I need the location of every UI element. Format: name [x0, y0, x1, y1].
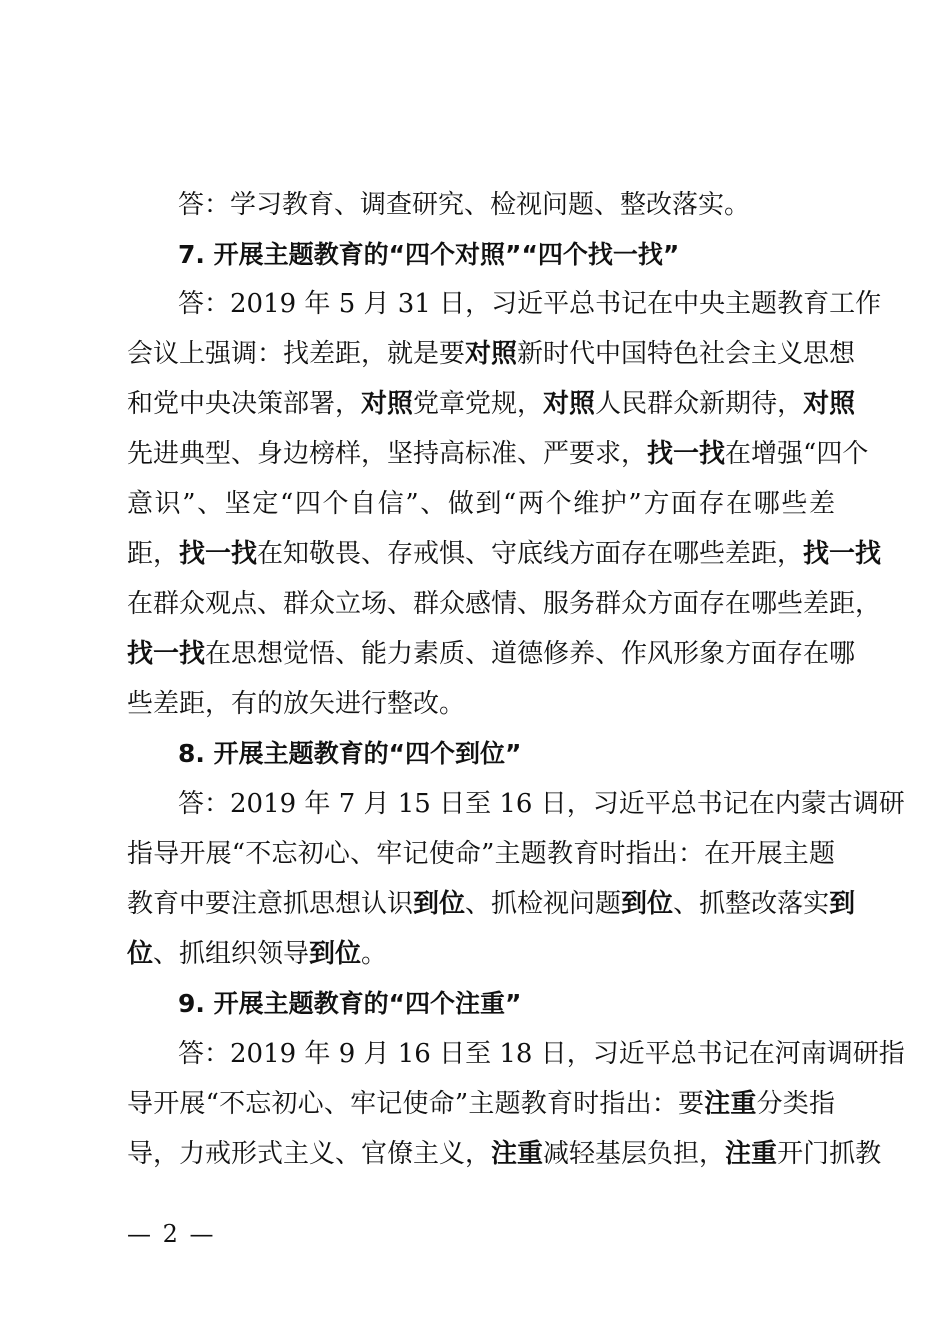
body-text: 、抓整改落实 — [673, 889, 830, 919]
body-text: 答：2019 年 5 月 31 日，习近平总书记在中央主题教育工作 — [178, 289, 882, 319]
body-text: 人民群众新期待， — [595, 389, 804, 419]
body-text: 在群众观点、群众立场、群众感情、服务群众方面存在哪些差距， — [127, 589, 882, 619]
emphasis-text: 到位 — [621, 889, 674, 919]
q7-answer-line-7 — [127, 587, 882, 621]
body-text: 些差距，有的放矢进行整改。 — [127, 689, 466, 719]
emphasis-text: 注重 — [491, 1139, 544, 1169]
body-text: 答：2019 年 7 月 15 日至 16 日，习近平总书记在内蒙古调研 — [178, 789, 905, 819]
emphasis-text: 到位 — [309, 939, 362, 969]
emphasis-text: 到 — [829, 889, 856, 919]
q7-answer-line-9 — [127, 687, 835, 721]
body-text: 减轻基层负担， — [543, 1139, 726, 1169]
body-text: 。 — [361, 939, 388, 969]
q7-answer-line-5 — [127, 487, 835, 521]
q9-answer-line-1 — [178, 1037, 905, 1071]
q7-answer-line-2 — [127, 337, 856, 371]
emphasis-text: 注重 — [725, 1139, 778, 1169]
emphasis-text: 找一找 — [179, 539, 258, 569]
body-text: 在思想觉悟、能力素质、道德修养、作风形象方面存在哪 — [205, 639, 856, 669]
emphasis-text: 对照 — [543, 389, 596, 419]
emphasis-text: 找一找 — [647, 439, 726, 469]
body-text: 先进典型、身边榜样，坚持高标准、严要求， — [127, 439, 648, 469]
q8-heading — [178, 737, 835, 771]
q8-answer-line-2 — [127, 837, 835, 871]
body-text: 导开展“不忘初心、牢记使命”主题教育时指出：要 — [127, 1089, 705, 1119]
emphasis-text: 注重 — [704, 1089, 757, 1119]
body-text: 、抓组织领导 — [153, 939, 310, 969]
page-number: — 2 — — [127, 1220, 216, 1248]
body-text: 7. 开展主题教育的“四个对照”“四个找一找” — [178, 240, 680, 269]
body-text: 导，力戒形式主义、官僚主义， — [127, 1139, 492, 1169]
body-text: 新时代中国特色社会主义思想 — [517, 339, 856, 369]
q9-heading — [178, 987, 835, 1021]
emphasis-text: 对照 — [803, 389, 856, 419]
q8-answer-line-4 — [127, 937, 835, 971]
body-text: 开门抓教 — [777, 1139, 882, 1169]
body-text: 答：2019 年 9 月 16 日至 18 日，习近平总书记在河南调研指 — [178, 1039, 905, 1069]
emphasis-text: 位 — [127, 939, 154, 969]
body-text: 在增强“四个 — [725, 439, 869, 469]
q7-answer-line-8 — [127, 637, 856, 671]
emphasis-text: 找一找 — [127, 639, 206, 669]
emphasis-text: 对照 — [361, 389, 414, 419]
body-text: 和党中央决策部署， — [127, 389, 362, 419]
q7-answer-line-1 — [178, 287, 882, 321]
emphasis-text: 对照 — [465, 339, 518, 369]
q9-answer-line-3 — [127, 1137, 882, 1171]
body-text: 9. 开展主题教育的“四个注重” — [178, 989, 522, 1018]
emphasis-text: 到位 — [413, 889, 466, 919]
body-text: 指导开展“不忘初心、牢记使命”主题教育时指出：在开展主题 — [127, 839, 835, 869]
body-text: 距， — [127, 539, 180, 569]
body-text: 、抓检视问题 — [465, 889, 622, 919]
q7-answer-line-6 — [127, 537, 882, 571]
body-text: 教育中要注意抓思想认识 — [127, 889, 414, 919]
body-text: 在知敬畏、存戒惧、守底线方面存在哪些差距， — [257, 539, 804, 569]
emphasis-text: 找一找 — [803, 539, 882, 569]
body-text: 意识”、坚定“四个自信”、做到“两个维护”方面存在哪些差 — [127, 489, 835, 519]
q8-answer-line-3 — [127, 887, 856, 921]
body-text: 8. 开展主题教育的“四个到位” — [178, 739, 522, 768]
q7-heading — [178, 238, 835, 272]
q8-answer-line-1 — [178, 787, 905, 821]
body-text: 答：学习教育、调查研究、检视问题、整改落实。 — [178, 190, 751, 220]
q6-answer-line — [178, 188, 835, 222]
q9-answer-line-2 — [127, 1087, 835, 1121]
q7-answer-line-3 — [127, 387, 856, 421]
body-text: 分类指 — [756, 1089, 835, 1119]
q7-answer-line-4 — [127, 437, 869, 471]
body-text: 会议上强调：找差距，就是要 — [127, 339, 466, 369]
body-text: 党章党规， — [413, 389, 544, 419]
